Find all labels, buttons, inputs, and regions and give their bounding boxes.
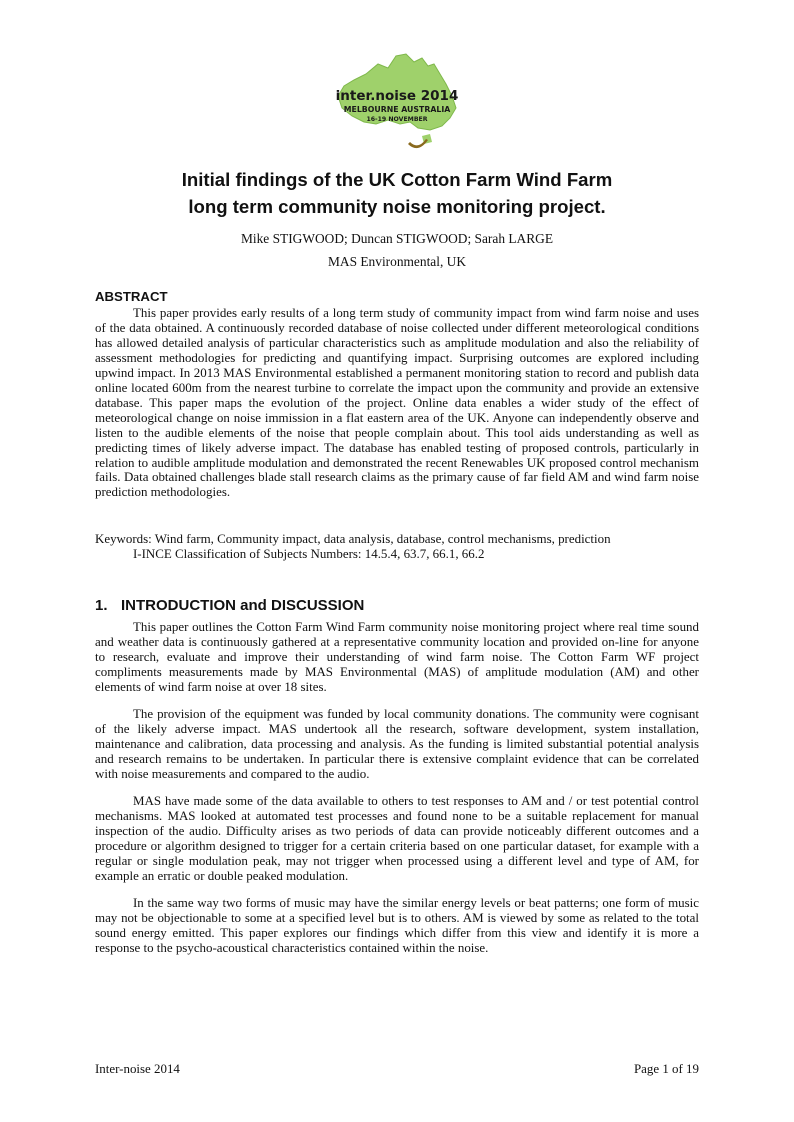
logo-dates: 16-19 NOVEMBER	[366, 116, 428, 123]
paragraph: In the same way two forms of music may have the similar energy levels or beat patterns; one form of music may not be objectionable to some at a specified level but is to others. AM is viewed by some as related to the total sound energy emitted. This paper explores our findings which differ from this view and identify it is more a response to the psycho-acoustical characteristics contained within the noise.	[95, 895, 699, 955]
section-number: 1.	[95, 597, 108, 614]
paragraph: This paper outlines the Cotton Farm Wind Farm community noise monitoring project where real time sound and weather data is continuously gathered at a representative community location and provided on-line for anyone to research, evaluate and improve their understanding of wind farm noise. The Cotton Farm WF project compliments measurements made by MAS Environmental (MAS) of amplitude modulation (AM) and other elements of wind farm noise at over 18 sites.	[95, 619, 699, 694]
keywords: Keywords: Wind farm, Community impact, data analysis, database, control mechanisms, prediction	[95, 531, 611, 546]
paper-title	[95, 166, 699, 220]
logo-city: MELBOURNE AUSTRALIA	[343, 105, 451, 114]
author-list: Mike STIGWOOD; Duncan STIGWOOD; Sarah LARGE	[240, 231, 554, 246]
section-title: INTRODUCTION and DISCUSSION	[121, 597, 365, 614]
page-number: Page 1 of 19	[633, 1061, 699, 1076]
boomerang-icon	[408, 139, 428, 148]
section-heading	[95, 597, 364, 614]
title-line-2: long term community noise monitoring project.	[188, 196, 606, 217]
classification: I-INCE Classification of Subjects Numbers: 14.5.4, 63.7, 66.1, 66.2	[133, 546, 485, 561]
abstract-heading: ABSTRACT	[95, 289, 168, 304]
title-line-1: Initial findings of the UK Cotton Farm Wind Farm	[181, 169, 613, 190]
paragraph: MAS have made some of the data available to others to test responses to AM and / or test potential control mechanisms. MAS looked at automated test processes and found none to be a suitable replacement for manual inspection of the audio. Difficulty arises as two periods of data can provide noticeably different outcomes and a procedure or algorithm designed to trigger for a certain criteria based on one particular dataset, for example with a regular or single modulation peak, may not trigger when processed using a different level and type of AM, for example an erratic or double peaked modulation.	[95, 793, 699, 883]
footer-conference: Inter-noise 2014	[95, 1061, 180, 1076]
australia-map-logo	[326, 44, 468, 160]
paragraph: The provision of the equipment was funded by local community donations. The community were cognisant of the likely adverse impact. MAS undertook all the research, software development, system installation, maintenance and calibration, data processing and analysis. As the funding is limited substantial potential analysis and research remains to be undertaken. In particular there is extensive complaint evidence that can be correlated with noise measurements and compared to the audio.	[95, 706, 699, 781]
affiliation: MAS Environmental, UK	[328, 254, 466, 269]
logo-brand: inter.noise 2014	[335, 88, 459, 104]
conference-logo	[326, 44, 468, 160]
abstract-text: This paper provides early results of a long term study of community impact from wind farm noise and uses of the data obtained. A continuously recorded database of noise collected under different meteorological conditions has allowed detailed analysis of particular characteristics such as amplitude modulation and also the reliability of assessment methodologies for predicting and quantifying impact. Surprising outcomes are explored including upwind impact. In 2013 MAS Environmental established a permanent monitoring station to record and publish data online located 600m from the nearest turbine to correlate the impact upon the community and provide an extensive database. This paper maps the evolution of the project. Online data enables a wider study of the effect of meteorological change on noise immission in a flat eastern area of the UK. Anyone can independently observe and listen to the audible elements of the noise that people complain about. This tool aids understanding as well as predicting times of likely adverse impact. The database has enabled testing of proposed controls, particularly in relation to audible amplitude modulation and demonstrated the recent Renewables UK proposed control mechanism fails. Data obtained challenges blade stall research claims as the primary cause of far field AM and wind farm noise prediction methodologies.	[95, 305, 699, 500]
